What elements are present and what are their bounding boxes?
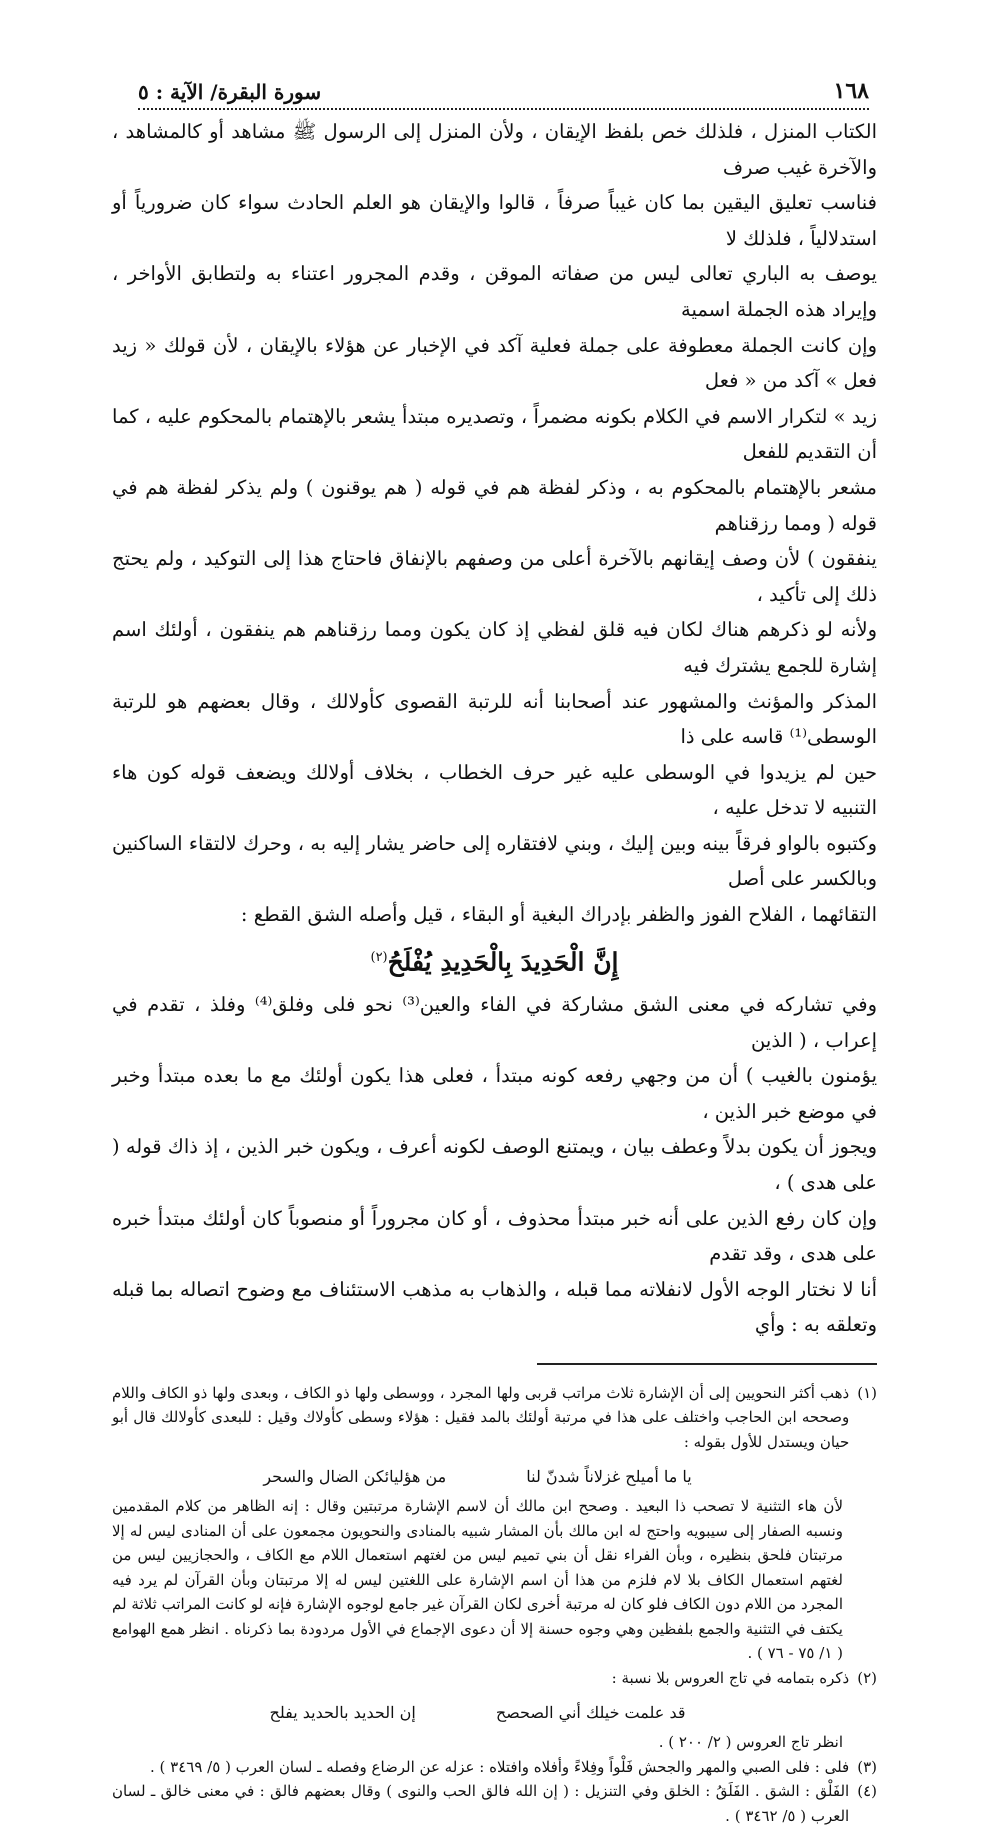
text-line: وإن كان رفع الذين على أنه خبر مبتدأ محذوف ، أو كان مجروراً أو منصوباً كان أولئك مبتدأ خبره على هدى ، وقد تقدم [112, 1206, 877, 1266]
text-line: المذكر والمؤنث والمشهور عند أصحابنا أنه للرتبة القصوى كأولالك ، وقال بعضهم هو للرتبة الوسطى⁽¹⁾ قاسه على ذا [112, 689, 877, 749]
footnote-text: ذكره بتمامه في تاج العروس بلا نسبة : [611, 1668, 850, 1687]
poem-hemistich-left: إن الحديد بالحديد يفلح [269, 1703, 416, 1723]
footnote-2 [112, 1666, 877, 1691]
text-line: ويجوز أن يكون بدلاً وعطف بيان ، ويمتنع الوصف لكونه أعرف ، ويكون خبر الذين ، إذ ذاك قوله ( على هدى ) ، [112, 1135, 877, 1194]
text-line: وإن كانت الجملة معطوفة على جملة فعلية آكد في الإخبار عن هؤلاء بالإيقان ، لأن قولك « زيد فعل » آكد من « فعل [112, 333, 877, 393]
footnote-separator [537, 1363, 877, 1365]
verse-text: إِنَّ الْحَدِيدَ بِالْحَدِيدِ يُفْلَحُ [387, 946, 619, 976]
main-text-continued [112, 987, 877, 1343]
footnote-number: (٤) [857, 1782, 877, 1801]
footnote-line: لأن هاء التثنية لا تصحب ذا البعيد . وصحح ابن مالك أن لاسم الإشارة مرتبتين وقال : إنه الظاهر من كلام المقدمين ونسبه الصفار إلى [112, 1497, 844, 1540]
footnote-text [112, 1779, 849, 1828]
text-line: ينفقون ) لأن وصف إيقانهم بالآخرة أعلى من وصفهم بالإنفاق فاحتاج هذا إلى التوكيد ، ولم يحتج ذلك إلى تأكيد ، [112, 547, 877, 606]
footnote-1-poem [112, 1460, 843, 1494]
text-line: وفي تشاركه في معنى الشق مشاركة في الفاء والعين⁽³⁾ نحو فلى وفلق⁽⁴⁾ وفلذ ، تقدم في إعراب ، ( الذين [112, 992, 878, 1052]
text-line: أنا لا نختار الوجه الأول لانفلاته مما قبله ، والذهاب به مذهب الاستئناف مع وضوح اتصاله بما قبله وتعلقه به : وأي [112, 1277, 877, 1337]
text-line: فناسب تعليق اليقين بما كان غيباً صرفاً ، قالوا والإيقان هو العلم الحادث سواء كان ضرورياً أو استدلالياً ، فلذلك لا [112, 191, 877, 250]
text-line: الكتاب المنزل ، فلذلك خص بلفظ الإيقان ، ولأن المنزل إلى الرسول ﷺ مشاهد أو كالمشاهد ، والآخرة غيب صرف [112, 120, 877, 179]
footnote-2-poem [112, 1696, 843, 1730]
poem-hemistich-left: من هؤليائكن الضال والسحر [263, 1467, 447, 1487]
footnote-4 [112, 1779, 877, 1828]
page-header [138, 70, 869, 110]
footnote-text: فلى : فلى الصبي والمهر والجحش فَلْواً وفِلاءً وأفلاه وافتلاه : عزله عن الرضاع وفصله ـ لسان العرب ( ٥/ ٣٤٦٩ ) . [150, 1757, 850, 1776]
verse-quote [112, 933, 877, 987]
footnote-text [112, 1381, 849, 1455]
footnote-number: (٣) [857, 1757, 877, 1776]
text-line: يؤمنون بالغيب ) أن من وجهي رفعه كونه مبتدأ ، فعلى هذا يكون أولئك مع ما بعده مبتدأ وخبر في موضع خبر الذين ، [112, 1064, 877, 1123]
footnote-line: ( ٥/ ٣٤٦٢ ) . [725, 1806, 807, 1825]
text-line: وكتبوه بالواو فرقاً بينه وبين إليك ، وبني لافتقاره إلى حاضر يشار إليه به ، وحرك لالتقاء الساكنين وبالكسر على أصل [112, 831, 877, 891]
footnote-1-continued [112, 1494, 877, 1666]
text-line: مشعر بالإهتمام بالمحكوم به ، وذكر لفظة هم في قوله ( هم يوقنون ) ولم يذكر لفظة هم في قوله ( ومما رزقناهم [112, 475, 877, 535]
running-title: سورة البقرة/ الآية : ٥ [138, 80, 322, 104]
footnote-number: (١) [857, 1383, 877, 1402]
text-line: التقائهما ، الفلاح الفوز والظفر بإدراك البغية أو البقاء ، قيل وأصله الشق القطع : [240, 903, 877, 927]
text-line: زيد » لتكرار الاسم في الكلام بكونه مضمراً ، وتصديره مبتدأ يشعر بالإهتمام بالمحكوم عليه ، كما أن التقديم للفعل [112, 404, 877, 464]
footnote-line: بقوله : [683, 1432, 726, 1451]
text-line: يوصف به الباري تعالى ليس من صفاته الموقن ، وقدم المجرور اعتناء به ولتطابق الأواخر ، وإيراد هذه الجملة اسمية [112, 262, 877, 321]
footnote-1 [112, 1381, 877, 1455]
footnote-3 [112, 1755, 877, 1780]
verse-footnote-ref: (٢) [370, 949, 388, 965]
text-line: ولأنه لو ذكرهم هناك لكان فيه قلق لفظي إذ كان يكون ومما رزقناهم هم ينفقون ، أولئك اسم إشارة للجمع يشترك فيه [112, 618, 877, 677]
footnote-line: ذهب أكثر النحويين إلى أن الإشارة ثلاث مراتب قربى ولها المجرد ، ووسطى ولها ذو الكاف ، وبعدى ولها ذو الكاف واللام وصححه [112, 1383, 850, 1427]
footnote-2-continued: انظر تاج العروس ( ٢/ ٢٠٠ ) . [658, 1733, 843, 1752]
text-line: حين لم يزيدوا في الوسطى عليه غير حرف الخطاب ، بخلاف أولالك ويضعف قوله كون هاء التنبيه لا تدخل عليه ، [112, 760, 877, 820]
footnote-line: سيبويه واحتج له ابن مالك بأن المشار شبيه بالمنادى والنحويون مجمعون على أن المنادى ليس له إلا مرتبتان فلحق بنظيره ، وبأن الفراء [112, 1521, 843, 1565]
footnote-line: لوجوه الإشارة فإنه لو كانت المراتب ثلاثة لم يكتف في التثنية والجمع بلفظين وهي وجوه حسنة إلا أن دعوى الإجماع في الأول مردودة [112, 1595, 843, 1638]
footnote-number: (٢) [857, 1668, 877, 1687]
footnote-line: بما ذكرناه . انظر همع الهوامع ( ١/ ٧٥ - ٧٦ ) . [112, 1619, 843, 1663]
footnotes [112, 1381, 877, 1828]
main-text [112, 114, 877, 933]
footnote-line: الفَلْق : الشق . الفَلَقُ : الخلق وفي التنزيل : ( إن الله فالق الحب والنوى ) وقال بعضهم فالق : في معنى خالق ـ لسان العرب [112, 1782, 850, 1825]
poem-hemistich-right: قد علمت خيلك أني الصحصح [495, 1703, 686, 1723]
footnote-line: الإشارة على اللغتين ليس له إلا مرتبتان وبأن القرآن لم يرد فيه المجرد من اللام دون الكاف فلو كان له مرتبة أخرى لكان القرآن غير جامع [112, 1570, 843, 1614]
page-number: ١٦٨ [833, 78, 869, 104]
footnote-line: ابن الحاجب واختلف على هذا في مرتبة أولئك بالمد فقيل : هؤلاء وسطى كأولاك وقيل : للبعدى كأولالك قال أبو حيان ويستدل للأول [112, 1408, 850, 1451]
poem-hemistich-right: يا ما أميلح غزلاناً شدنّ لنا [526, 1467, 692, 1487]
footnote-line: نقل أن بني تميم ليس من لغتهم استعمال اللام مع الكاف ، والحجازيين ليس من لغتهم استعمال الكاف بلا لام فلزم من هذا أن اسم [112, 1546, 843, 1589]
